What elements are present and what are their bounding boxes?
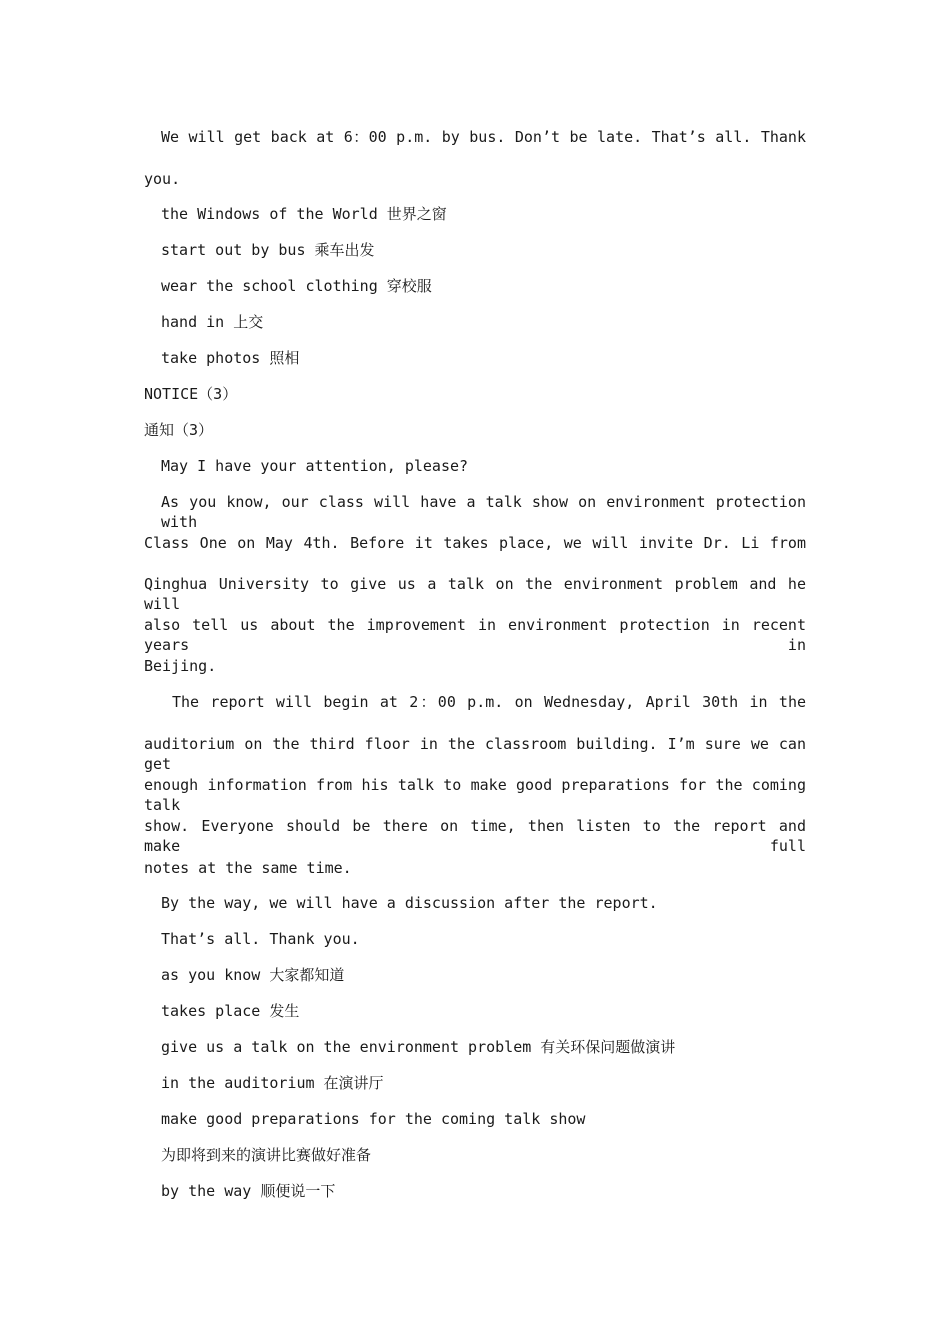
vocab-item: 为即将到来的演讲比赛做好准备 (161, 1146, 372, 1164)
notice-heading-en: NOTICE（3） (144, 385, 238, 403)
vocab-item: in the auditorium 在演讲厅 (161, 1074, 384, 1092)
paragraph-line: Class One on May 4th. Before it takes place, we will invite Dr. Li from (144, 534, 806, 552)
vocab-item: take photos 照相 (161, 349, 300, 367)
vocab-item: by the way 顺便说一下 (161, 1182, 336, 1200)
paragraph-line: Qinghua University to give us a talk on the environment problem and he will (144, 575, 806, 613)
closing-line: By the way, we will have a discussion after the report. (161, 894, 658, 912)
paragraph-line: The report will begin at 2：00 p.m. on Wednesday, April 30th in the (172, 693, 806, 711)
vocab-item: give us a talk on the environment problem 有关环保问题做演讲 (161, 1038, 676, 1056)
vocab-item: hand in 上交 (161, 313, 264, 331)
paragraph-line: show. Everyone should be there on time, then listen to the report and make full (144, 817, 806, 855)
paragraph-line: Beijing. (144, 657, 217, 675)
paragraph-line: notes at the same time. (144, 859, 352, 877)
vocab-item: the Windows of the World 世界之窗 (161, 205, 447, 223)
vocab-item: takes place 发生 (161, 1002, 300, 1020)
vocab-item: as you know 大家都知道 (161, 966, 345, 984)
notice-heading-zh: 通知（3） (144, 421, 214, 439)
closing-line: That’s all. Thank you. (161, 930, 360, 948)
paragraph-line: We will get back at 6：00 p.m. by bus. Don’t be late. That’s all. Thank (161, 128, 806, 146)
opening-line: May I have your attention, please? (161, 457, 469, 475)
paragraph-line: As you know, our class will have a talk show on environment protection with (161, 493, 806, 531)
vocab-item: make good preparations for the coming talk show (161, 1110, 586, 1128)
vocab-item: start out by bus 乘车出发 (161, 241, 375, 259)
paragraph-line: you. (144, 170, 181, 188)
paragraph-line: auditorium on the third floor in the classroom building. I’m sure we can get (144, 735, 806, 773)
vocab-item: wear the school clothing 穿校服 (161, 277, 432, 295)
paragraph-line: also tell us about the improvement in environment protection in recent years in (144, 616, 806, 654)
paragraph-line: enough information from his talk to make good preparations for the coming talk (144, 776, 806, 814)
